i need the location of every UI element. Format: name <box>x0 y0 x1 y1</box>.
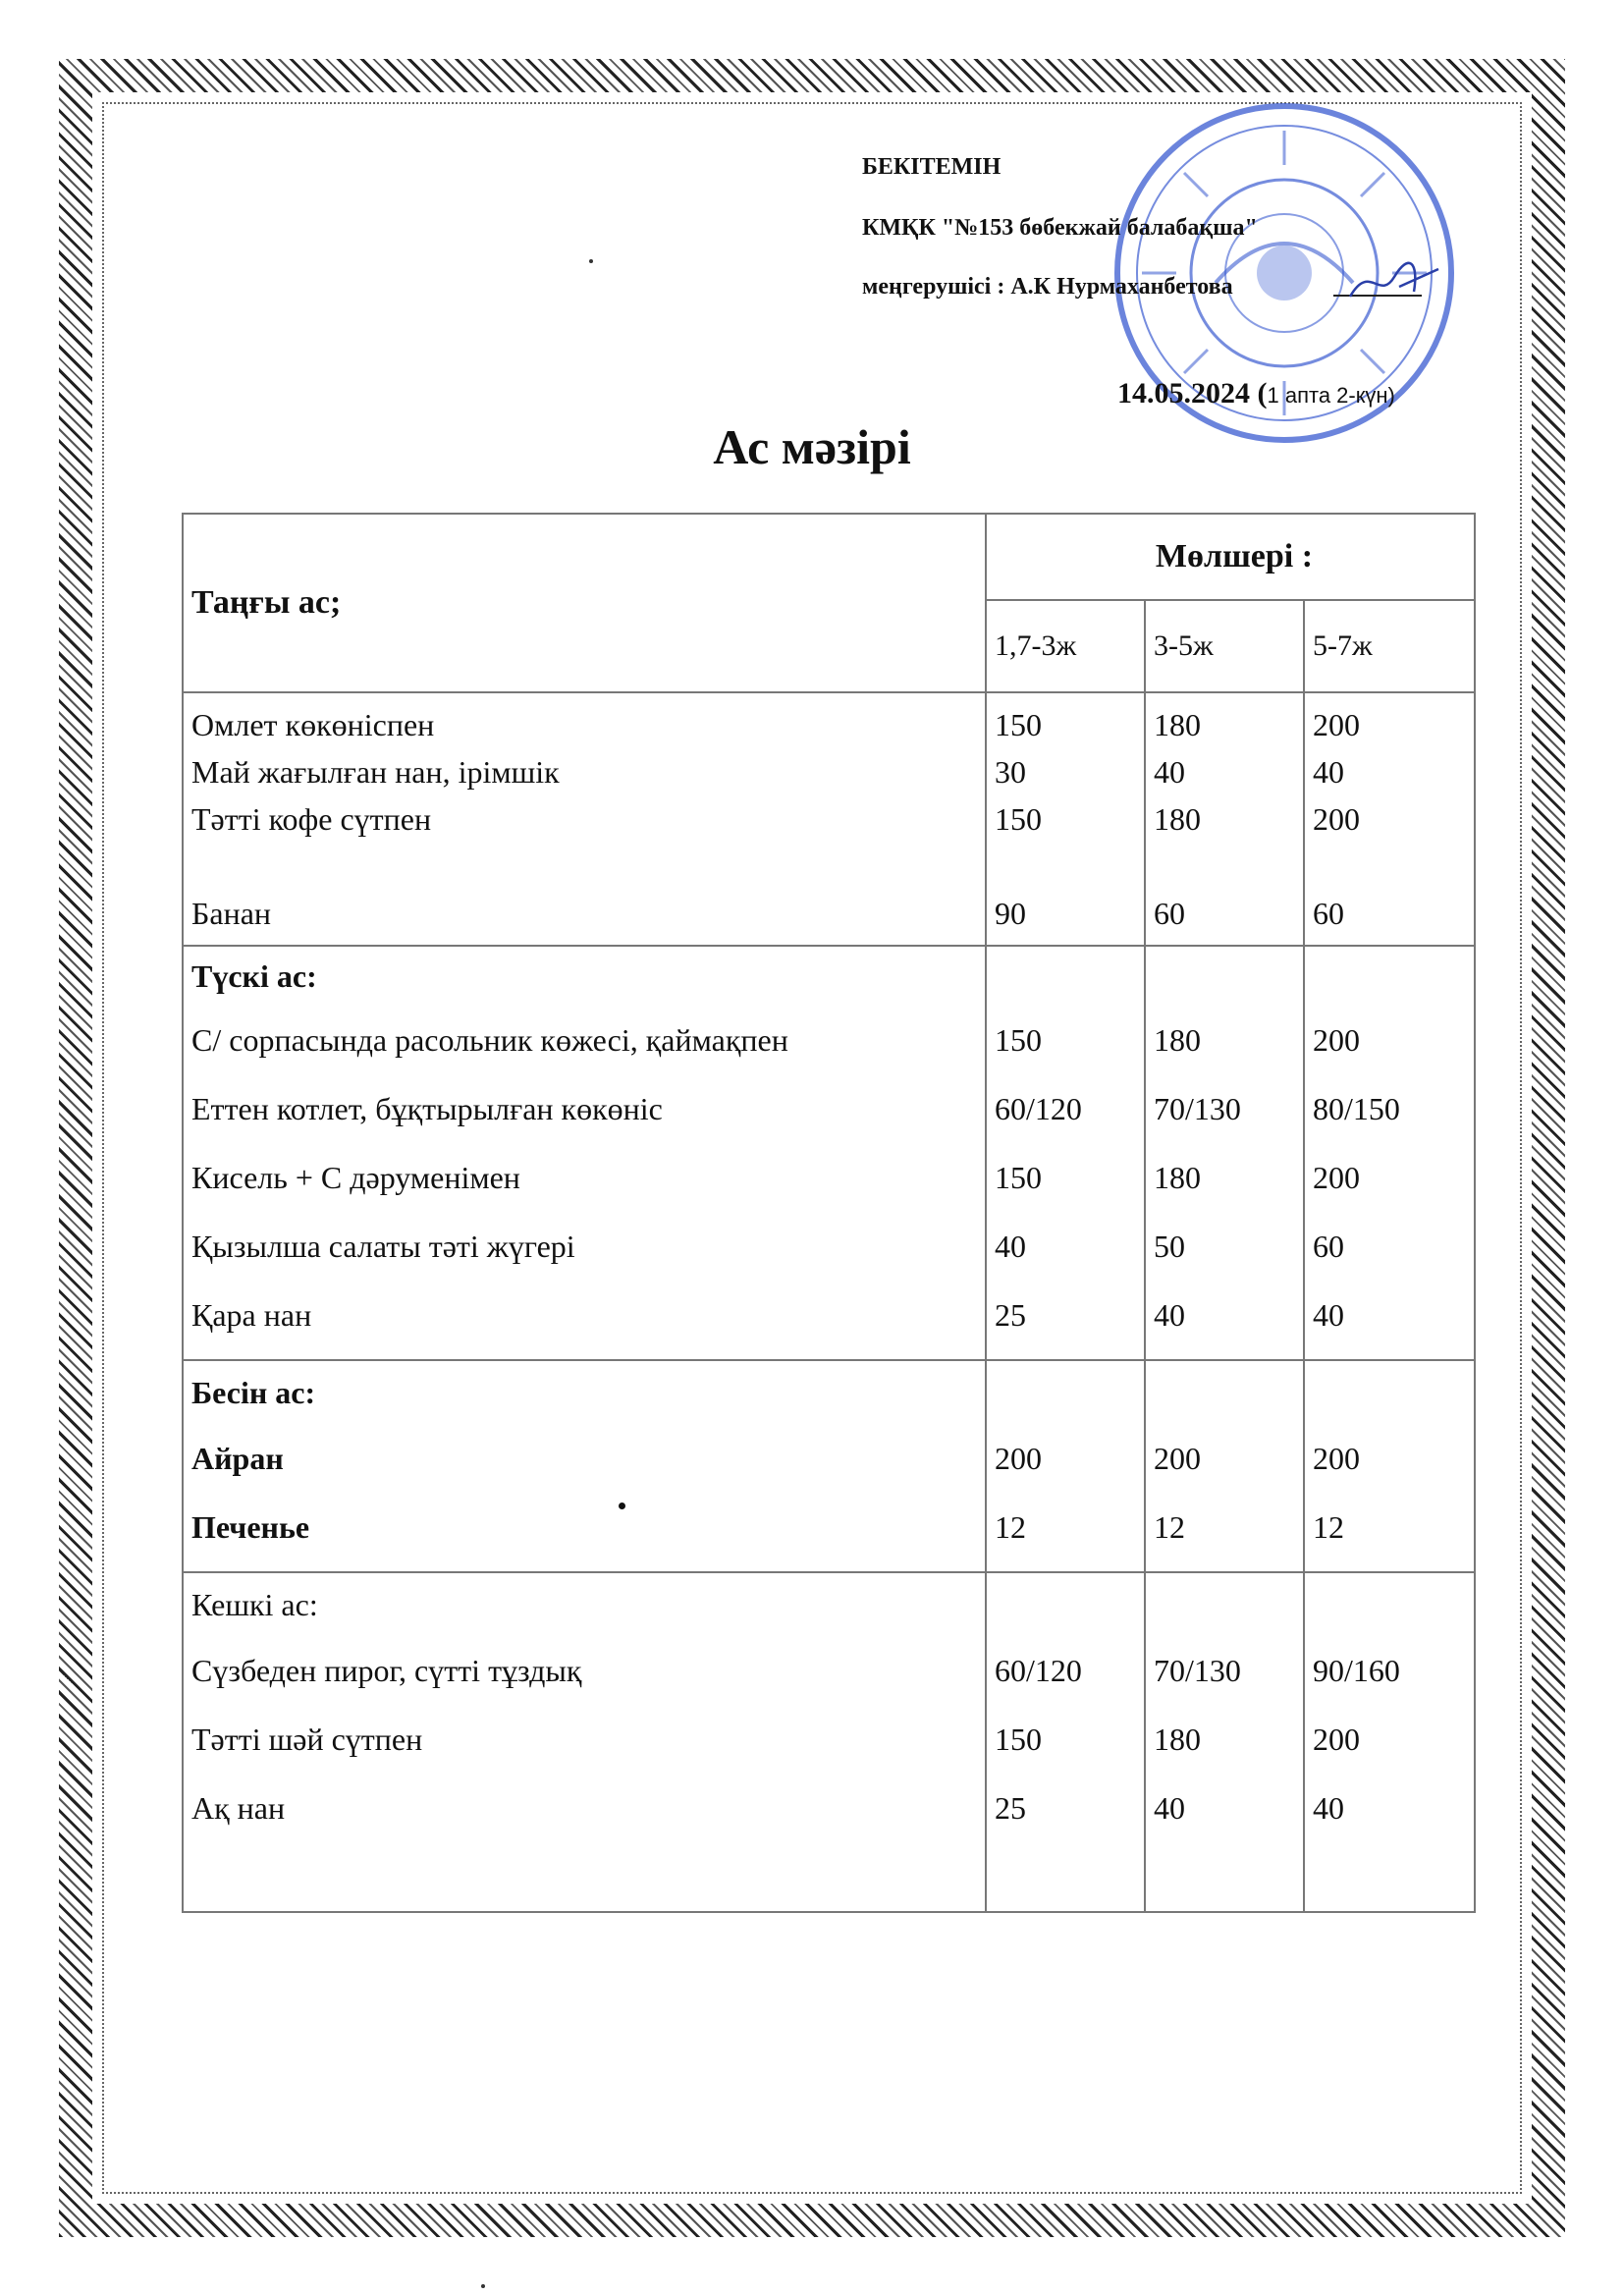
snack-label: Бесін ас: <box>191 1375 316 1410</box>
lunch-age2 <box>1145 946 1304 1360</box>
qty-value: 150 <box>995 1022 1042 1058</box>
qty-value: 150 <box>995 1722 1042 1757</box>
list-item: Омлет көкөніспен <box>191 707 435 742</box>
quantity-header: Мөлшері : <box>986 514 1475 600</box>
list-item: Қызылша салаты тәті жүгері <box>191 1229 575 1264</box>
dinner-age1 <box>986 1572 1145 1912</box>
lunch-label: Түскі ас: <box>191 958 317 994</box>
lunch-row <box>183 946 1475 1360</box>
qty-value: 200 <box>1313 1022 1360 1058</box>
dinner-row <box>183 1572 1475 1912</box>
qty-value: 180 <box>1154 1022 1201 1058</box>
dinner-age2 <box>1145 1572 1304 1912</box>
qty-value: 30 <box>995 754 1026 790</box>
qty-value: 60/120 <box>995 1091 1082 1126</box>
age-col-2: 3-5ж <box>1145 600 1304 692</box>
qty-value: 60 <box>1313 1229 1344 1264</box>
list-item: Айран <box>191 1441 284 1476</box>
breakfast-row <box>183 692 1475 946</box>
lunch-age3 <box>1304 946 1475 1360</box>
list-item: Банан <box>191 896 272 931</box>
qty-value: 200 <box>995 1441 1042 1476</box>
qty-value: 70/130 <box>1154 1091 1241 1126</box>
list-item: С/ сорпасында расольник көжесі, қаймақпен <box>191 1022 788 1058</box>
qty-value: 60 <box>1313 896 1344 931</box>
qty-value: 40 <box>1154 754 1185 790</box>
list-item: Сүзбеден пирог, сүтті тұздық <box>191 1653 582 1688</box>
qty-value: 40 <box>1154 1790 1185 1826</box>
qty-value: 200 <box>1313 1160 1360 1195</box>
list-item: Печенье <box>191 1509 310 1545</box>
qty-value: 40 <box>1154 1297 1185 1333</box>
qty-value: 12 <box>1313 1509 1344 1545</box>
director-name: меңгерушісі : А.К Нурмаханбетова <box>862 274 1233 300</box>
menu-date <box>1117 377 1395 410</box>
qty-value: 70/130 <box>1154 1653 1241 1688</box>
list-item: Май жағылған нан, ірімшік <box>191 754 560 790</box>
qty-value: 40 <box>1313 754 1344 790</box>
qty-value: 200 <box>1313 1441 1360 1476</box>
qty-value: 150 <box>995 1160 1042 1195</box>
qty-value: 200 <box>1154 1441 1201 1476</box>
qty-value: 50 <box>1154 1229 1185 1264</box>
qty-value: 200 <box>1313 707 1360 742</box>
qty-value: 60 <box>1154 896 1185 931</box>
snack-age2 <box>1145 1360 1304 1572</box>
qty-value: 200 <box>1313 801 1360 837</box>
breakfast-items <box>183 692 986 946</box>
list-item: Тәтті шәй сүтпен <box>191 1722 423 1757</box>
qty-value: 80/150 <box>1313 1091 1400 1126</box>
ink-speck <box>589 259 593 263</box>
breakfast-age1 <box>986 692 1145 946</box>
date-value: 14.05.2024 ( <box>1117 377 1268 410</box>
qty-value: 40 <box>1313 1297 1344 1333</box>
menu-table <box>182 513 1476 1913</box>
list-item: Тәтті кофе сүтпен <box>191 801 432 837</box>
breakfast-age2 <box>1145 692 1304 946</box>
signature-mark <box>1345 257 1443 306</box>
snack-items <box>183 1360 986 1572</box>
dinner-age3 <box>1304 1572 1475 1912</box>
lunch-age1 <box>986 946 1145 1360</box>
age-col-1: 1,7-3ж <box>986 600 1145 692</box>
ink-speck <box>481 2284 485 2288</box>
page-title: Ас мәзірі <box>713 419 911 474</box>
qty-value: 60/120 <box>995 1653 1082 1688</box>
qty-value: 40 <box>995 1229 1026 1264</box>
list-item: Еттен котлет, бұқтырылған көкөніс <box>191 1091 663 1126</box>
qty-value: 200 <box>1313 1722 1360 1757</box>
snack-row <box>183 1360 1475 1572</box>
qty-value: 180 <box>1154 1160 1201 1195</box>
qty-value: 90 <box>995 896 1026 931</box>
list-item: Ақ нан <box>191 1790 286 1826</box>
table-header-row <box>183 514 1475 600</box>
snack-age1 <box>986 1360 1145 1572</box>
breakfast-header: Таңғы ас; <box>183 514 986 692</box>
week-day: 1 апта 2-күн) <box>1267 383 1395 408</box>
ink-dot <box>619 1503 625 1509</box>
qty-value: 25 <box>995 1297 1026 1333</box>
snack-age3 <box>1304 1360 1475 1572</box>
lunch-items <box>183 946 986 1360</box>
list-item: Қара нан <box>191 1297 312 1333</box>
dinner-items <box>183 1572 986 1912</box>
qty-value: 12 <box>995 1509 1026 1545</box>
qty-value: 12 <box>1154 1509 1185 1545</box>
qty-value: 180 <box>1154 707 1201 742</box>
approval-title: БЕКІТЕМІН <box>862 154 1001 180</box>
dinner-label: Кешкі ас: <box>191 1587 318 1622</box>
qty-value: 150 <box>995 801 1042 837</box>
qty-value: 25 <box>995 1790 1026 1826</box>
breakfast-age3 <box>1304 692 1475 946</box>
qty-value: 40 <box>1313 1790 1344 1826</box>
qty-value: 180 <box>1154 801 1201 837</box>
qty-value: 90/160 <box>1313 1653 1400 1688</box>
age-col-3: 5-7ж <box>1304 600 1475 692</box>
organization-name: КМҚК "№153 бөбекжай балабақша" <box>862 215 1258 241</box>
list-item: Кисель + С дәруменімен <box>191 1160 520 1195</box>
qty-value: 150 <box>995 707 1042 742</box>
qty-value: 180 <box>1154 1722 1201 1757</box>
